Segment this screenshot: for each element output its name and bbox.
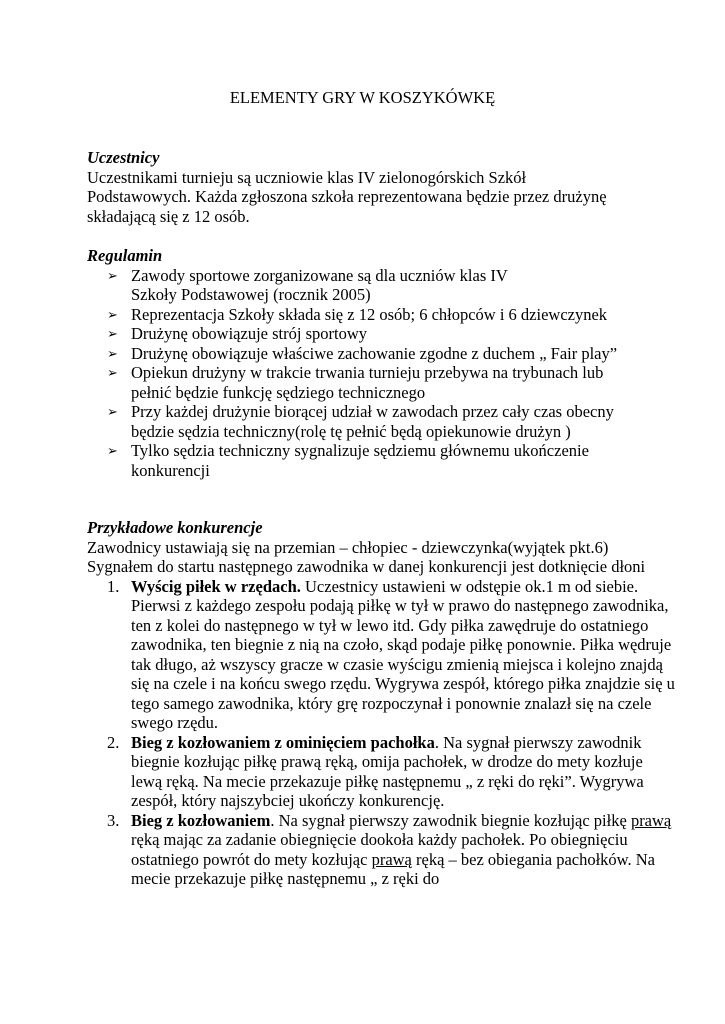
section-examples (87, 518, 687, 889)
list-item (87, 811, 676, 889)
underlined-word: prawą (371, 849, 412, 869)
section-heading: Przykładowe konkurencje (87, 518, 263, 537)
item-number: 2. (107, 732, 120, 752)
item-title: Wyścig piłek w rzędach. (131, 576, 301, 596)
list-item: ➢ Drużynę obowiązuje strój sportowy (107, 324, 367, 343)
document-title: ELEMENTY GRY W KOSZYKÓWKĘ (229, 88, 496, 107)
arrow-bullet-icon: ➢ (107, 267, 118, 283)
arrow-bullet-icon: ➢ (107, 306, 118, 322)
item-title: Bieg z kozłowaniem (131, 810, 271, 830)
arrow-bullet-icon: ➢ (107, 345, 118, 361)
item-text: . Na sygnał pierwszy zawodnik biegnie kozłując piłkę (270, 810, 631, 830)
section-heading: Uczestnicy (87, 148, 160, 167)
arrow-bullet-icon: ➢ (107, 326, 118, 341)
item-text: ręką mając za zadanie obiegnięcie dookoła każdy pachołek. Po obiegnięciu ostatniego powrót do mety kozłując (131, 830, 628, 869)
section-rules (87, 246, 687, 480)
item-text: . Na sygnał pierwszy zawodnik biegnie kozłując piłkę prawą ręką, omija pachołek, w drodze do mety kozłuje lewą ręką. Na mecie przekazuje piłkę następnemu „ z ręki do ręki”. Wygrywa zespół, który najszybciej ukończy konkurencję. (131, 732, 644, 810)
item-text: ręką – bez obiegania pachołków. Na mecie przekazuje piłkę następnemu „ z ręki do (131, 849, 656, 888)
list-item (87, 577, 676, 733)
list-item: ➢ Zawody sportowe zorganizowane są dla uczniów klas IV (107, 265, 508, 285)
section-participants (87, 148, 687, 226)
arrow-bullet-icon: ➢ (107, 443, 118, 458)
rules-list (87, 266, 687, 481)
item-title: Bieg z kozłowaniem z ominięciem pachołka (131, 732, 435, 752)
item-number: 1. (107, 576, 120, 596)
arrow-bullet-icon: ➢ (107, 365, 118, 380)
list-item-continuation: Szkoły Podstawowej (rocznik 2005) (131, 285, 371, 304)
item-number: 3. (107, 810, 120, 830)
arrow-bullet-icon: ➢ (107, 404, 118, 419)
list-item: ➢ Tylko sędzia techniczny sygnalizuje sędziemu głównemu ukończenie konkurencji (107, 441, 589, 480)
list-item: ➢ Reprezentacja Szkoły składa się z 12 osób; 6 chłopców i 6 dziewczynek (107, 304, 608, 324)
list-item: ➢ Opiekun drużyny w trakcie trwania turnieju przebywa na trybunach lub pełnić będzie funkcję sędziego technicznego (107, 363, 604, 402)
item-text: Uczestnicy ustawieni w odstępie ok.1 m od siebie. Pierwsi z każdego zespołu podają piłkę w tył w prawo do następnego zawodnika, ten z kolei do następnego w tył w lewo itd. Gdy piłka zawędruje do ostatniego zawodnika, ten biegnie z nią na czoło, skąd podaje piłkę ponownie. Piłka wędruje tak długo, aż wszyscy gracze w czasie wyścigu zmienią miejsca i kolejno znajdą się na czele i na końcu swego rzędu. Wygrywa zespół, którego piłka znajdzie się u tego samego zawodnika, który grę rozpoczynał i ponownie znalazł się na czele swego rzędu. (131, 576, 675, 732)
examples-intro-1: Zawodnicy ustawiają się na przemian – chłopiec - dziewczynka(wyjątek pkt.6) (87, 537, 609, 557)
section-heading: Regulamin (87, 246, 163, 265)
list-item: ➢ Przy każdej drużynie biorącej udział w zawodach przez cały czas obecny będzie sędzia techniczny(rolę tę pełnić będą opiekunowie drużyn ) (107, 402, 614, 441)
list-item (87, 733, 676, 811)
participants-text: Uczestnikami turnieju są uczniowie klas IV zielonogórskich Szkół Podstawowych. Każda zgłoszona szkoła reprezentowana będzie przez drużynę składającą się z 12 osób. (87, 167, 607, 226)
list-item: ➢ Drużynę obowiązuje właściwe zachowanie zgodne z duchem „ Fair play” (107, 343, 618, 363)
examples-intro-2: Sygnałem do startu następnego zawodnika w danej konkurencji jest dotknięcie dłoni (87, 557, 646, 576)
examples-list (87, 577, 687, 889)
underlined-word: prawą (630, 810, 672, 830)
